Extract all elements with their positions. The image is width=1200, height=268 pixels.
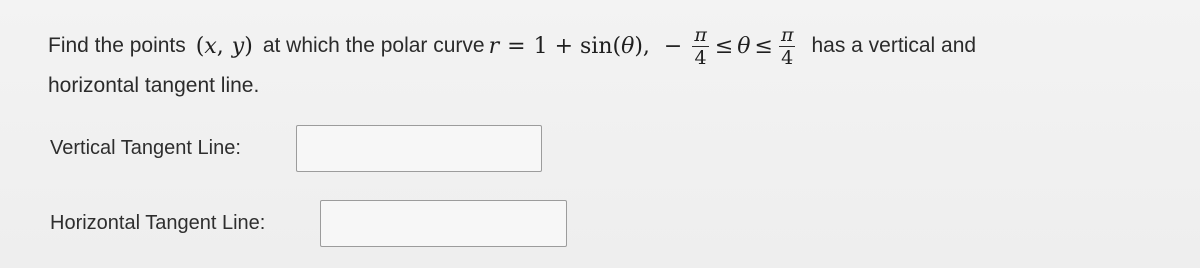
theta-interval xyxy=(664,25,798,68)
equation-equals: = xyxy=(507,33,526,59)
interval-le-2: ≤ xyxy=(754,33,773,59)
point-x: x xyxy=(204,33,217,59)
upper-numerator: π xyxy=(780,23,794,46)
interval-minus: − xyxy=(663,33,683,59)
interval-le-1: ≤ xyxy=(714,33,734,59)
horizontal-tangent-label: Horizontal Tangent Line: xyxy=(50,212,266,234)
horizontal-tangent-input[interactable] xyxy=(320,200,567,247)
point-open-paren: ( xyxy=(195,33,205,59)
interval-lower-fraction xyxy=(692,25,709,68)
equation-rhs-end: ), xyxy=(634,33,650,59)
point-y: y xyxy=(231,33,245,59)
vertical-tangent-input[interactable] xyxy=(296,125,542,172)
polar-equation xyxy=(489,34,650,59)
question-prefix: Find the points xyxy=(48,34,186,57)
point-close-paren: ) xyxy=(244,33,253,59)
question-middle: at which the polar curve xyxy=(262,34,485,57)
equation-rhs-start: 1 + sin( xyxy=(533,33,622,59)
point-expression xyxy=(196,34,253,59)
equation-theta: θ xyxy=(621,33,635,59)
equation-r: r xyxy=(488,33,500,59)
lower-denominator: 4 xyxy=(694,46,707,69)
question-suffix: has a vertical and xyxy=(811,34,977,57)
question-text-line-1 xyxy=(48,20,976,72)
interval-upper-fraction xyxy=(779,25,796,68)
vertical-tangent-label: Vertical Tangent Line: xyxy=(50,137,241,159)
point-comma: , xyxy=(216,33,224,59)
lower-numerator: π xyxy=(694,23,707,46)
interval-theta: θ xyxy=(737,33,751,59)
question-text-line-2: horizontal tangent line. xyxy=(48,74,260,97)
upper-denominator: 4 xyxy=(781,46,794,69)
